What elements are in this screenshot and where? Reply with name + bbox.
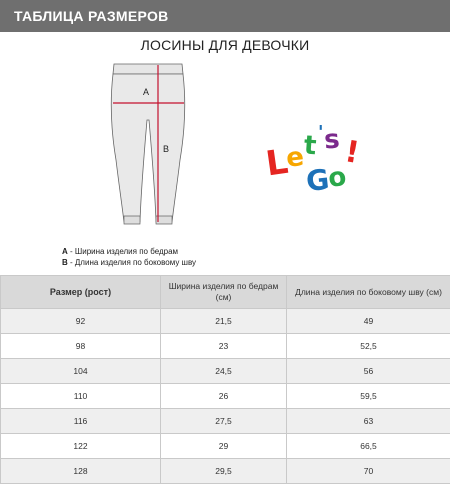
svg-text:e: e: [285, 142, 306, 174]
cell-size: 116: [1, 409, 161, 434]
header-size: Размер (рост): [1, 276, 161, 309]
cell-hip-width: 29: [161, 434, 287, 459]
cell-side-length: 56: [287, 359, 450, 384]
cell-size: 110: [1, 384, 161, 409]
table-row: [1, 309, 450, 334]
lets-go-logo: [262, 116, 366, 196]
size-table: [0, 275, 450, 484]
cell-side-length: 70: [287, 459, 450, 484]
svg-text:s: s: [323, 125, 341, 156]
svg-text:L: L: [263, 142, 290, 185]
cell-size: 104: [1, 359, 161, 384]
table-row: [1, 359, 450, 384]
cell-hip-width: 29,5: [161, 459, 287, 484]
svg-text:o: o: [327, 162, 348, 194]
cell-size: 128: [1, 459, 161, 484]
table-row: [1, 459, 450, 484]
label-b: B: [163, 144, 169, 154]
svg-text:G: G: [305, 163, 331, 196]
cell-size: 92: [1, 309, 161, 334]
cell-side-length: 59,5: [287, 384, 450, 409]
cell-side-length: 49: [287, 309, 450, 334]
cell-hip-width: 24,5: [161, 359, 287, 384]
cell-side-length: 63: [287, 409, 450, 434]
table-row: [1, 334, 450, 359]
svg-text:!: !: [342, 134, 362, 171]
measurement-legend: [62, 246, 196, 268]
header-bar: [0, 0, 450, 32]
leggings-illustration: [100, 60, 196, 235]
cell-side-length: 52,5: [287, 334, 450, 359]
table-row: [1, 409, 450, 434]
lets-go-logo-art: [262, 116, 366, 196]
table-row: [1, 434, 450, 459]
table-header-row: [1, 276, 450, 309]
header-hip-width: Ширина изделия по бедрам (см): [161, 276, 287, 309]
cell-hip-width: 26: [161, 384, 287, 409]
header-title: ТАБЛИЦА РАЗМЕРОВ: [14, 8, 169, 24]
cell-side-length: 66,5: [287, 434, 450, 459]
leggings-diagram: [100, 60, 196, 235]
cell-hip-width: 21,5: [161, 309, 287, 334]
cell-size: 98: [1, 334, 161, 359]
svg-text:t: t: [303, 131, 317, 162]
svg-text:': ': [318, 122, 324, 143]
legend-b: B - Длина изделия по боковому шву: [62, 257, 196, 268]
label-a: A: [143, 87, 149, 97]
header-side-length: Длина изделия по боковому шву (см): [287, 276, 450, 309]
cell-size: 122: [1, 434, 161, 459]
product-title: ЛОСИНЫ ДЛЯ ДЕВОЧКИ: [0, 37, 450, 53]
legend-a: A - Ширина изделия по бедрам: [62, 246, 196, 257]
cell-hip-width: 23: [161, 334, 287, 359]
cell-hip-width: 27,5: [161, 409, 287, 434]
table-row: [1, 384, 450, 409]
